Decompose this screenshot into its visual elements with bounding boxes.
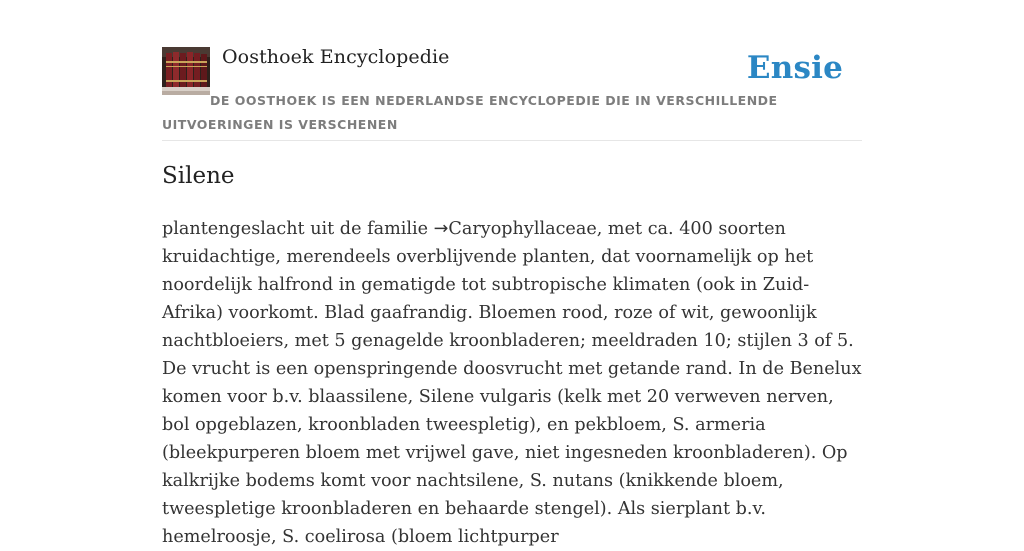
arrow-right-icon: → [433,219,449,239]
article-body [162,215,862,551]
cross-reference-label: Caryophyllaceae [448,219,597,239]
site-tagline: DE OOSTHOEK IS EEN NEDERLANDSE ENCYCLOPEDIE DIE IN VERSCHILLENDE UITVOERINGEN IS VERSCHENEN [162,93,778,132]
body-text-intro: plantengeslacht uit de familie [162,219,434,239]
site-header [162,0,862,141]
site-title[interactable]: Oosthoek Encyclopedie [222,46,450,68]
body-text-main: , met ca. 400 soorten kruidachtige, merendeels overblijvende planten, dat voornamelijk op het noordelijk halfrond in gematigde tot subtropische klimaten (ook in Zuid-Afrika) voorkomt. Blad gaafrandig. Bloemen rood, roze of wit, gewoonlijk nachtbloeiers, met 5 genagelde kroonbladeren; meeldraden 10; stijlen 3 of 5. De vrucht is een openspringende doosvrucht met getande rand. In de Benelux komen voor b.v. blaassilene, Silene vulgaris (kelk met 20 verweven nerven, bol opgeblazen, kroonbladen tweespletig), en pekbloem, S. armeria (bleekpurperen bloem met vrijwel gave, niet ingesneden kroonbladeren). Op kalkrijke bodems komt voor nachtsilene, S. nutans (knikkende bloem, tweespletige kroonbladeren en behaarde stengel). Als sierplant b.v. hemelroosje, S. coelirosa (bloem lichtpurper [162,219,862,547]
content-column [162,0,862,547]
brand-logo[interactable]: Ensie [746,50,843,86]
avatar[interactable] [162,47,210,95]
encyclopedia-books-icon [162,47,210,95]
article-title: Silene [162,163,235,189]
cross-reference-link[interactable] [434,219,597,239]
